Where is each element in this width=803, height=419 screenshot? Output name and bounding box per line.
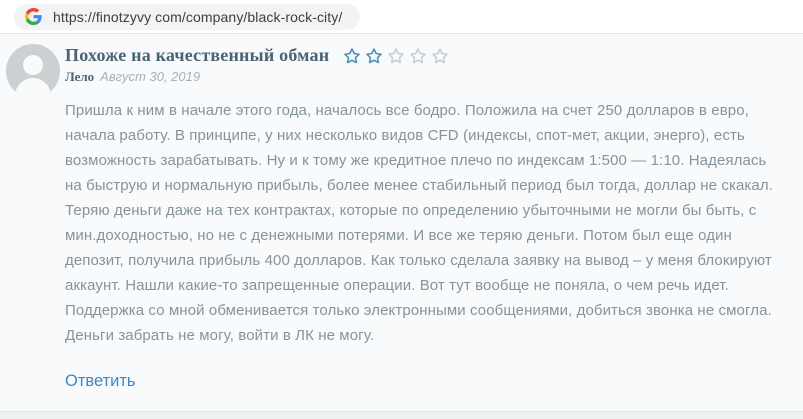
browser-address-bar — [0, 0, 803, 34]
page-background — [0, 34, 803, 419]
author-name: Лело — [65, 69, 95, 84]
review-body-text: Пришла к ним в начале этого года, началось все бодро. Положила на счет 250 долларов в евро, начала работу. В принципе, у них несколько видов CFD (индексы, спот-мет, акции, энерго), есть возможность зарабатывать. Ну и к тому же кредитное плечо по индексам 1:500 — 1:10. Надеялась на быструю и нормальную прибыль, более менее стабильный период был тогда, доллар не скакал. Теряю деньги даже на тех контрактах, которые по определению убыточными не могли бы быть, с мин.доходностью, но не с денежными потерями. И все же теряю деньги. Потом был еще один депозит, получила прибыль 400 долларов. Как только сделала заявку на вывод – у меня блокируют аккаунт. Нашли какие-то запрещенные операции. Вот тут вообще не поняла, о чем речь идет. Поддержка со мной обменивается только электронными сообщениями, добиться звонка не смогла. Деньги забрать не могу, войти в ЛК не могу. — [65, 102, 773, 344]
google-g-icon — [25, 8, 42, 25]
review-title: Похоже на качественный обман — [65, 45, 330, 65]
star-rating — [343, 47, 449, 65]
url-text: https://finotzyvy com/company/black-rock-city/ — [53, 8, 343, 25]
star-icon — [409, 47, 427, 65]
user-avatar — [6, 44, 60, 98]
reply-link[interactable]: Ответить — [65, 372, 136, 390]
review-date: Август 30, 2019 — [100, 69, 201, 84]
star-icon — [343, 47, 361, 65]
avatar-column — [6, 44, 65, 411]
review-card — [0, 34, 803, 412]
review-byline — [65, 69, 785, 85]
star-icon — [387, 47, 405, 65]
review-header — [65, 45, 785, 66]
url-field[interactable] — [14, 4, 360, 30]
star-icon — [365, 47, 383, 65]
star-icon — [431, 47, 449, 65]
review-content — [65, 44, 785, 411]
